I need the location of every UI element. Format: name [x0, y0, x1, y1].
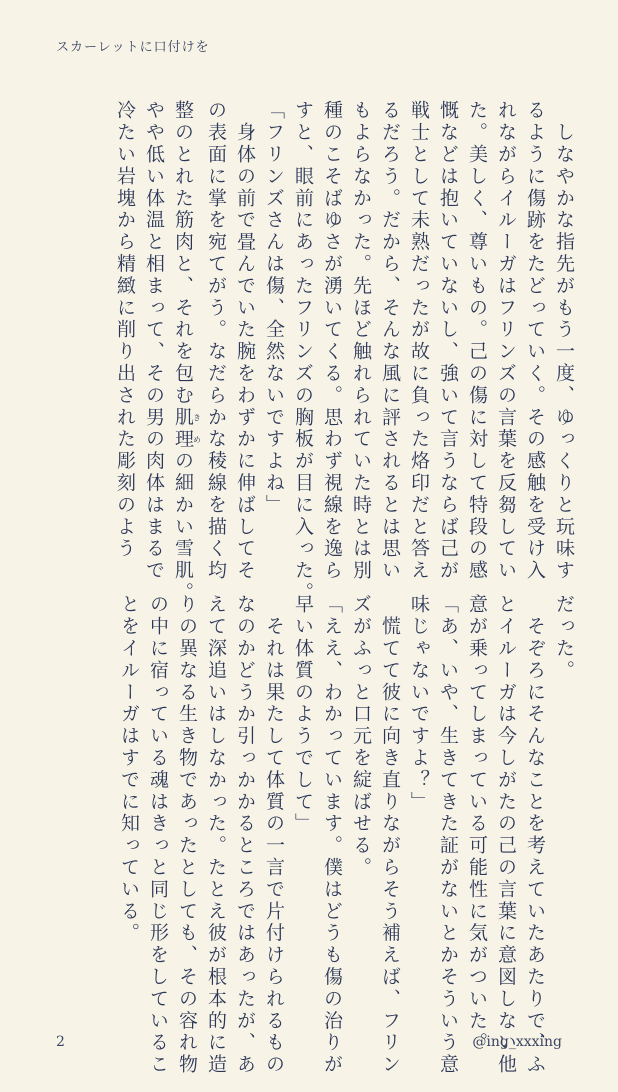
text-column: えて深追いはしなかった。たとえ彼が根本的に造 [205, 594, 227, 1076]
text-column: た。美しく、尊いもの。己の傷に対して特段の感 [466, 100, 488, 582]
book-title: スカーレットに口付けを [56, 40, 210, 55]
text-column: りの異なる生き物であったとしても、その容れ物 [176, 594, 198, 1076]
text-column: 種のこそばゆさが湧いてくる。思わず視線を逸ら [321, 100, 343, 582]
text-column: なのかどうか引っかかるところではあったが、あ [234, 594, 256, 1076]
text-column: 早い体質のようでして」 [292, 594, 314, 835]
text-column: 「ええ、わかっています。僕はどうも傷の治りが [321, 594, 343, 1076]
text-column: やや低い体温と相まって、その男の肉体はまるで [143, 100, 165, 582]
text-column: るように傷跡をたどっていく。その感触を受け入 [524, 100, 546, 582]
text-column-with-ruby: 整のとれた筋肉と、それを包む肌理きめの細かい雪肌。 [172, 100, 202, 604]
text-column: もよらなかった。先ほど触れられていた時とは別 [350, 100, 372, 582]
author-handle: @ing_xxxing [472, 1034, 562, 1050]
text-column: れながらイルーガはフリンズの言葉を反芻してい [495, 100, 517, 582]
text-column: るだろう。だから、そんな風に評されるとは思い [379, 100, 401, 582]
text-column: 慨などは抱いていないし、強いて言うならば己が [437, 100, 459, 582]
text-column: それは果たして体質の一言で片付けられるもの [263, 594, 285, 1076]
text-column: の表面に掌を宛てがう。なだらかな稜線を描く均 [205, 100, 227, 582]
text-column: とイルーガは今しがたの己の言葉に意図しない他 [495, 594, 517, 1076]
page-number: 2 [56, 1034, 65, 1050]
text-column: すと、眼前にあったフリンズの胸板が目に入った。 [292, 100, 314, 604]
text-column: 「フリンズさんは傷、全然ないですよね」 [263, 100, 285, 517]
text-column: 戦士として未熟だったが故に負った烙印だと答え [408, 100, 430, 582]
text-column: しなやかな指先がもう一度、ゆっくりと玩味す [553, 100, 575, 582]
ruby-annotation: 肌理きめ [172, 406, 202, 451]
text-column: 「あ、いや、生きてきた証がないとかそういう意 [437, 594, 459, 1076]
ruby-reading: きめ [192, 406, 202, 451]
text-column: 冷たい岩塊から精緻に削り出された彫刻のよう [114, 100, 136, 560]
text-column: ズがふっと口元を綻ばせる。 [350, 594, 372, 879]
text-column: とをイルーガはすでに知っている。 [118, 594, 140, 945]
text-column: だった。 [553, 594, 575, 682]
body-text-top [110, 100, 578, 604]
text-column: 慌てて彼に向き直りながらそう補えば、フリン [379, 594, 401, 1076]
text-column: 意が乗ってしまっている可能性に気がついた。 [466, 594, 488, 1054]
text-column: 身体の前で畳んでいた腕をわずかに伸ばしてそ [234, 100, 256, 582]
text-column: の中に宿っている魂はきっと同じ形をしているこ [147, 594, 169, 1076]
text-column: そぞろにそんなことを考えていたあたりで、ふ [524, 594, 546, 1076]
text-column: 味じゃないですよ？」 [408, 594, 430, 813]
